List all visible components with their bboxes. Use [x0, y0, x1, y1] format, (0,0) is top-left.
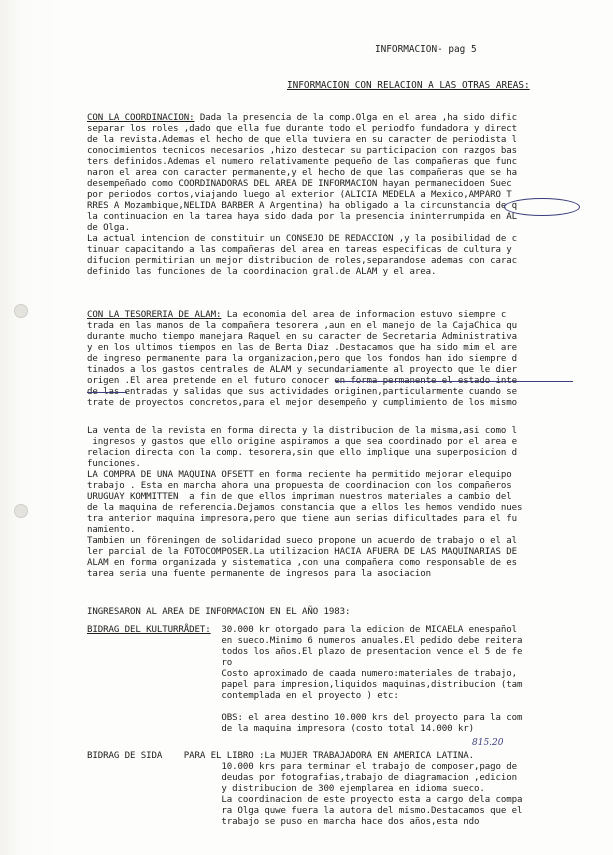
- text-line: tinuar capacitando a las compañeras del area en tareas especificas de cultura y: [87, 245, 512, 255]
- text-line: de Olga.: [87, 223, 130, 233]
- text-line: tra anterior maquina impresora,pero que tiene aun serias dificultades para el fu: [87, 514, 517, 524]
- page-title: INFORMACION CON RELACION A LAS OTRAS AREAS:: [287, 80, 530, 91]
- handwritten-amount: 815.20: [472, 738, 504, 748]
- text-line: trate de proyectos concretos,para el mejor desempeño y cumplimiento de los mismo: [87, 398, 517, 408]
- page-label: INFORMACION- pag 5: [375, 44, 477, 55]
- text-line: por periodos cortos,viajando luego al exterior (ALICIA MEDELA a Mexico,AMPARO T: [87, 190, 512, 200]
- binder-hole: [14, 504, 28, 518]
- text-line: La venta de la revista en forma directa y la distribucion de la misma,asi como l: [87, 426, 517, 436]
- text-line: namiento.: [87, 525, 136, 535]
- text-line: y distribucion de 300 ejemplarea en idioma sueco.: [87, 784, 485, 794]
- text-line: trabajo . Esta en marcha ahora una propuesta de coordinacion con los compañeros: [87, 481, 512, 491]
- text-line: LA COMPRA DE UNA MAQUINA OFSETT en forma reciente ha permitido mejorar elequipo: [87, 470, 512, 480]
- text-line: ro: [87, 658, 233, 668]
- text-line: deudas por fotografias,trabajo de diagramacion ,edicion: [87, 773, 517, 783]
- text-line: en sueco.Minimo 6 numeros anuales.El pedido debe reitera: [87, 636, 523, 646]
- text-line: desempeñado como COORDINADORAS DEL AREA DE INFORMACION hayan permanecidoen Suec: [87, 179, 512, 189]
- text-line: trada en las manos de la compañera tesorera ,aun en el manejo de la CajaChica qu: [87, 321, 517, 331]
- text-line: difucion permitirian un mejor distribucion de roles,separandose ademas con carac: [87, 256, 517, 266]
- text-line: origen .El area pretende en el futuro conocer en forma permanente el estado inte: [87, 376, 517, 386]
- text-line: 10.000 krs para terminar el trabajo de composer,pago de: [87, 762, 517, 772]
- text-line: trabajo se puso en marcha hace dos años,esta ndo: [87, 817, 480, 827]
- text-line: OBS: el area destino 10.000 krs del proyecto para la com: [87, 713, 523, 723]
- text-line: de la maquina de referencia.Dejamos constancia que a ellos les hemos vendido nues: [87, 503, 523, 513]
- text-line: y en los ultimos tiempos en las de Berta Diaz .Destacamos que ha sido mim el are: [87, 343, 517, 353]
- text-line: ALAM en forma organizada y sistematica ,con una compañera como responsable de es: [87, 558, 517, 568]
- text-line: CON LA COORDINACION: Dada la presencia de la comp.Olga en el area ,ha sido dific: [87, 113, 517, 123]
- section-heading: CON LA COORDINACION:: [87, 113, 195, 123]
- text-line: funciones.: [87, 459, 141, 469]
- text-line: definido las funciones de la coordinacion gral.de ALAM y el area.: [87, 267, 437, 277]
- text-line: relacion directa con la comp. tesorera,sin que ello implique una superposicion d: [87, 448, 517, 458]
- text-line: URUGUAY KOMMITTEN a fin de que ellos impriman nuestros materiales a cambio del: [87, 492, 512, 502]
- text-line: RRES A Mozambique,NELIDA BARBER A Argentina) ha obligado a la circunstancia de q: [87, 201, 517, 211]
- text-line: ler parcial de la FOTOCOMPOSER.La utilizacion HACIA AFUERA DE LAS MAQUINARIAS DE: [87, 547, 517, 557]
- text-line: Costo aproximado de caada numero:materiales de trabajo,: [87, 669, 517, 679]
- text-line: de la revista.Ademas el hecho de que ella tuviera en su caracter de periodista l: [87, 135, 517, 145]
- text-line: la continuacion en la tarea haya sido dada por la presencia ininterrumpida en AL: [87, 212, 517, 222]
- text-line: ra Olga quwe fuera la autora del mismo.Destacamos que el: [87, 806, 523, 816]
- section-heading: BIDRAG DEL KULTURRÅDET:: [87, 625, 211, 635]
- text-line: de ingreso permanente para la organizacion,pero que los fondos han ido siempre d: [87, 354, 517, 364]
- text-line: naron el area con caracter permanente,y el hecho de que las compañeras que se ha: [87, 168, 517, 178]
- binder-hole: [14, 304, 28, 318]
- text-line: tinados a los gastos centrales de ALAM y secundariamente al proyecto que le dier: [87, 365, 517, 375]
- text-line: durante mucho tiempo manejara Raquel en su caracter de Secretaria Administrativa: [87, 332, 517, 342]
- handwritten-underline: [335, 381, 573, 382]
- handwritten-circle: [504, 198, 580, 216]
- text-line: papel para impresion,liquidos maquinas,distribucion (tam: [87, 680, 523, 690]
- text-line: CON LA TESORERIA DE ALAM: La economia del area de informacion estuvo siempre c: [87, 310, 507, 320]
- section-heading: CON LA TESORERIA DE ALAM:: [87, 310, 222, 320]
- text-line: ters definidos.Ademas el numero relativamente pequeño de las compañeras que func: [87, 157, 517, 167]
- text-line: de las entradas y salidas que sus actividades originen,particularmente cuando se: [87, 387, 517, 397]
- text-line: contemplada en el proyecto ) etc:: [87, 691, 399, 701]
- text-line: INGRESARON AL AREA DE INFORMACION EN EL AÑO 1983:: [87, 607, 351, 617]
- text-line: ingresos y gastos que ello origine aspiramos a que sea coordinado por el area e: [87, 437, 517, 447]
- handwritten-underline: [87, 392, 127, 393]
- text-line: La coordinacion de este proyecto esta a cargo dela compa: [87, 795, 523, 805]
- text-line: todos los años.El plazo de presentacion vence el 5 de fe: [87, 647, 523, 657]
- text-line: BIDRAG DEL KULTURRÅDET: 30.000 kr otorgado para la edicion de MICAELA enespañol: [87, 625, 517, 635]
- text-line: de la maquina impresora (costo total 14.000 kr): [87, 724, 474, 734]
- text-line: separar los roles ,dado que ella fue durante todo el periodfo fundadora y direct: [87, 124, 517, 134]
- text-line: tarea seria una fuente permanente de ingresos para la asociacion: [87, 569, 431, 579]
- text-line: La actual intencion de constituir un CONSEJO DE REDACCION ,y la posibilidad de c: [87, 234, 517, 244]
- text-line: BIDRAG DE SIDA PARA EL LIBRO :La MUJER TRABAJADORA EN AMERICA LATINA.: [87, 751, 474, 761]
- text-line: conocimientos tecnicos necesarios ,hizo destecar su participacion con razgos bas: [87, 146, 517, 156]
- text-line: Tambien un föreningen de solidaridad sueco propone un acuerdo de trabajo o el al: [87, 536, 517, 546]
